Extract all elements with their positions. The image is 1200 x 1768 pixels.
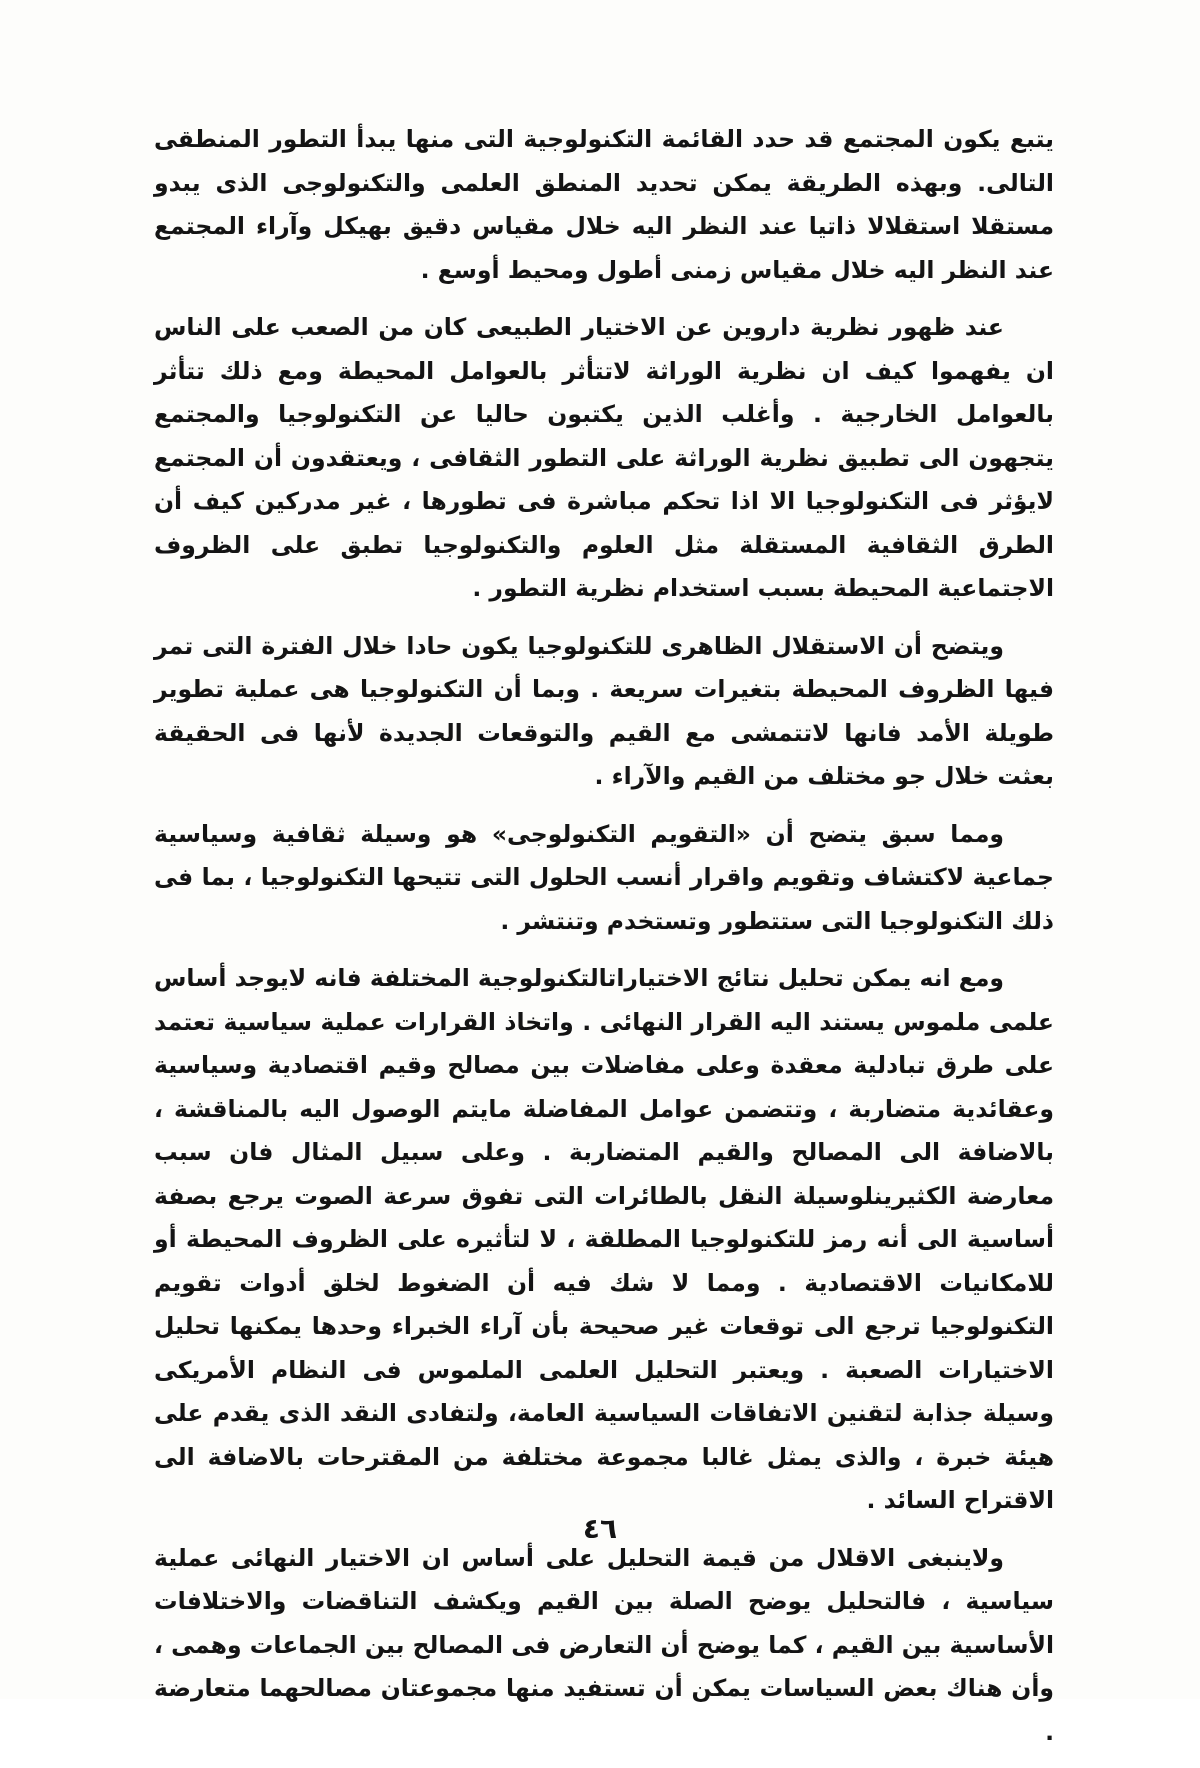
paragraph-5: ومع انه يمكن تحليل نتائج الاختياراتالتكنولوجية المختلفة فانه لايوجد أساس علمى ملموس يستند اليه القرار النهائى . واتخاذ القرارات عملية سياسية تعتمد على طرق تبادلية معقدة وعلى مفاضلات بين مصالح وقيم اقتصادية وسياسية وعقائدية متضاربة ، وتتضمن عوامل المفاضلة مايتم الوصول اليه بالمناقشة ، بالاضافة الى المصالح والقيم المتضاربة . وعلى سبيل المثال فان سبب معارضة الكثيرينلوسيلة النقل بالطائرات التى تفوق سرعة الصوت يرجع بصفة أساسية الى أنه رمز للتكنولوجيا المطلقة ، لا لتأثيره على الظروف المحيطة أو للامكانيات الاقتصادية . ومما لا شك فيه أن الضغوط لخلق أدوات تقويم التكنولوجيا ترجع الى توقعات غير صحيحة بأن آراء الخبراء وحدها يمكنها تحليل الاختيارات الصعبة . ويعتبر التحليل العلمى الملموس فى النظام الأمريكى وسيلة جذابة لتقنين الاتفاقات السياسية العامة، ولتفادى النقد الذى يقدم على هيئة خبرة ، والذى يمثل غالبا مجموعة مختلفة من المقترحات بالاضافة الى الاقتراح السائد . bbox=[154, 964, 1054, 1514]
paragraph-1: يتبع يكون المجتمع قد حدد القائمة التكنولوجية التى منها يبدأ التطور المنطقى التالى. وبهذه الطريقة يمكن تحديد المنطق العلمى والتكنولوجى الذى يبدو مستقلا استقلالا ذاتيا عند النظر اليه خلال مقياس دقيق بهيكل وآراء المجتمع عند النظر اليه خلال مقياس زمنى أطول ومحيط أوسع . bbox=[154, 125, 1054, 284]
paragraph-3: ويتضح أن الاستقلال الظاهرى للتكنولوجيا يكون حادا خلال الفترة التى تمر فيها الظروف المحيطة بتغيرات سريعة . وبما أن التكنولوجيا هى عملية تطوير طويلة الأمد فانها لاتتمشى مع القيم والتوقعات الجديدة لأنها فى الحقيقة بعثت خلال جو مختلف من القيم والآراء . bbox=[154, 631, 1054, 790]
paragraph-4: ومما سبق يتضح أن «التقويم التكنولوجى» هو وسيلة ثقافية وسياسية جماعية لاكتشاف وتقويم واقرار أنسب الحلول التى تتيحها التكنولوجيا ، بما فى ذلك التكنولوجيا التى ستتطور وتستخدم وتنتشر . bbox=[154, 819, 1054, 935]
paragraph-6: ولاينبغى الاقلال من قيمة التحليل على أساس ان الاختيار النهائى عملية سياسية ، فالتحليل يوضح الصلة بين القيم ويكشف التناقضات والاختلافات الأساسية بين القيم ، كما يوضح أن التعارض فى المصالح بين الجماعات وهمى ، وأن هناك بعض السياسات يمكن أن تستفيد منها مجموعتان مصالحهما متعارضة . bbox=[154, 1543, 1054, 1746]
paragraph-2: عند ظهور نظرية داروين عن الاختيار الطبيعى كان من الصعب على الناس ان يفهموا كيف ان نظرية الوراثة لاتتأثر بالعوامل المحيطة ومع ذلك تتأثر بالعوامل الخارجية . وأغلب الذين يكتبون حاليا عن التكنولوجيا والمجتمع يتجهون الى تطبيق نظرية الوراثة على التطور الثقافى ، ويعتقدون أن المجتمع لايؤثر فى التكنولوجيا الا اذا تحكم مباشرة فى تطورها ، غير مدركين كيف أن الطرق الثقافية المستقلة مثل العلوم والتكنولوجيا تطبق على الظروف الاجتماعية المحيطة بسبب استخدام نظرية التطور . bbox=[154, 313, 1054, 602]
page-number: ٤٦ bbox=[582, 1512, 618, 1545]
